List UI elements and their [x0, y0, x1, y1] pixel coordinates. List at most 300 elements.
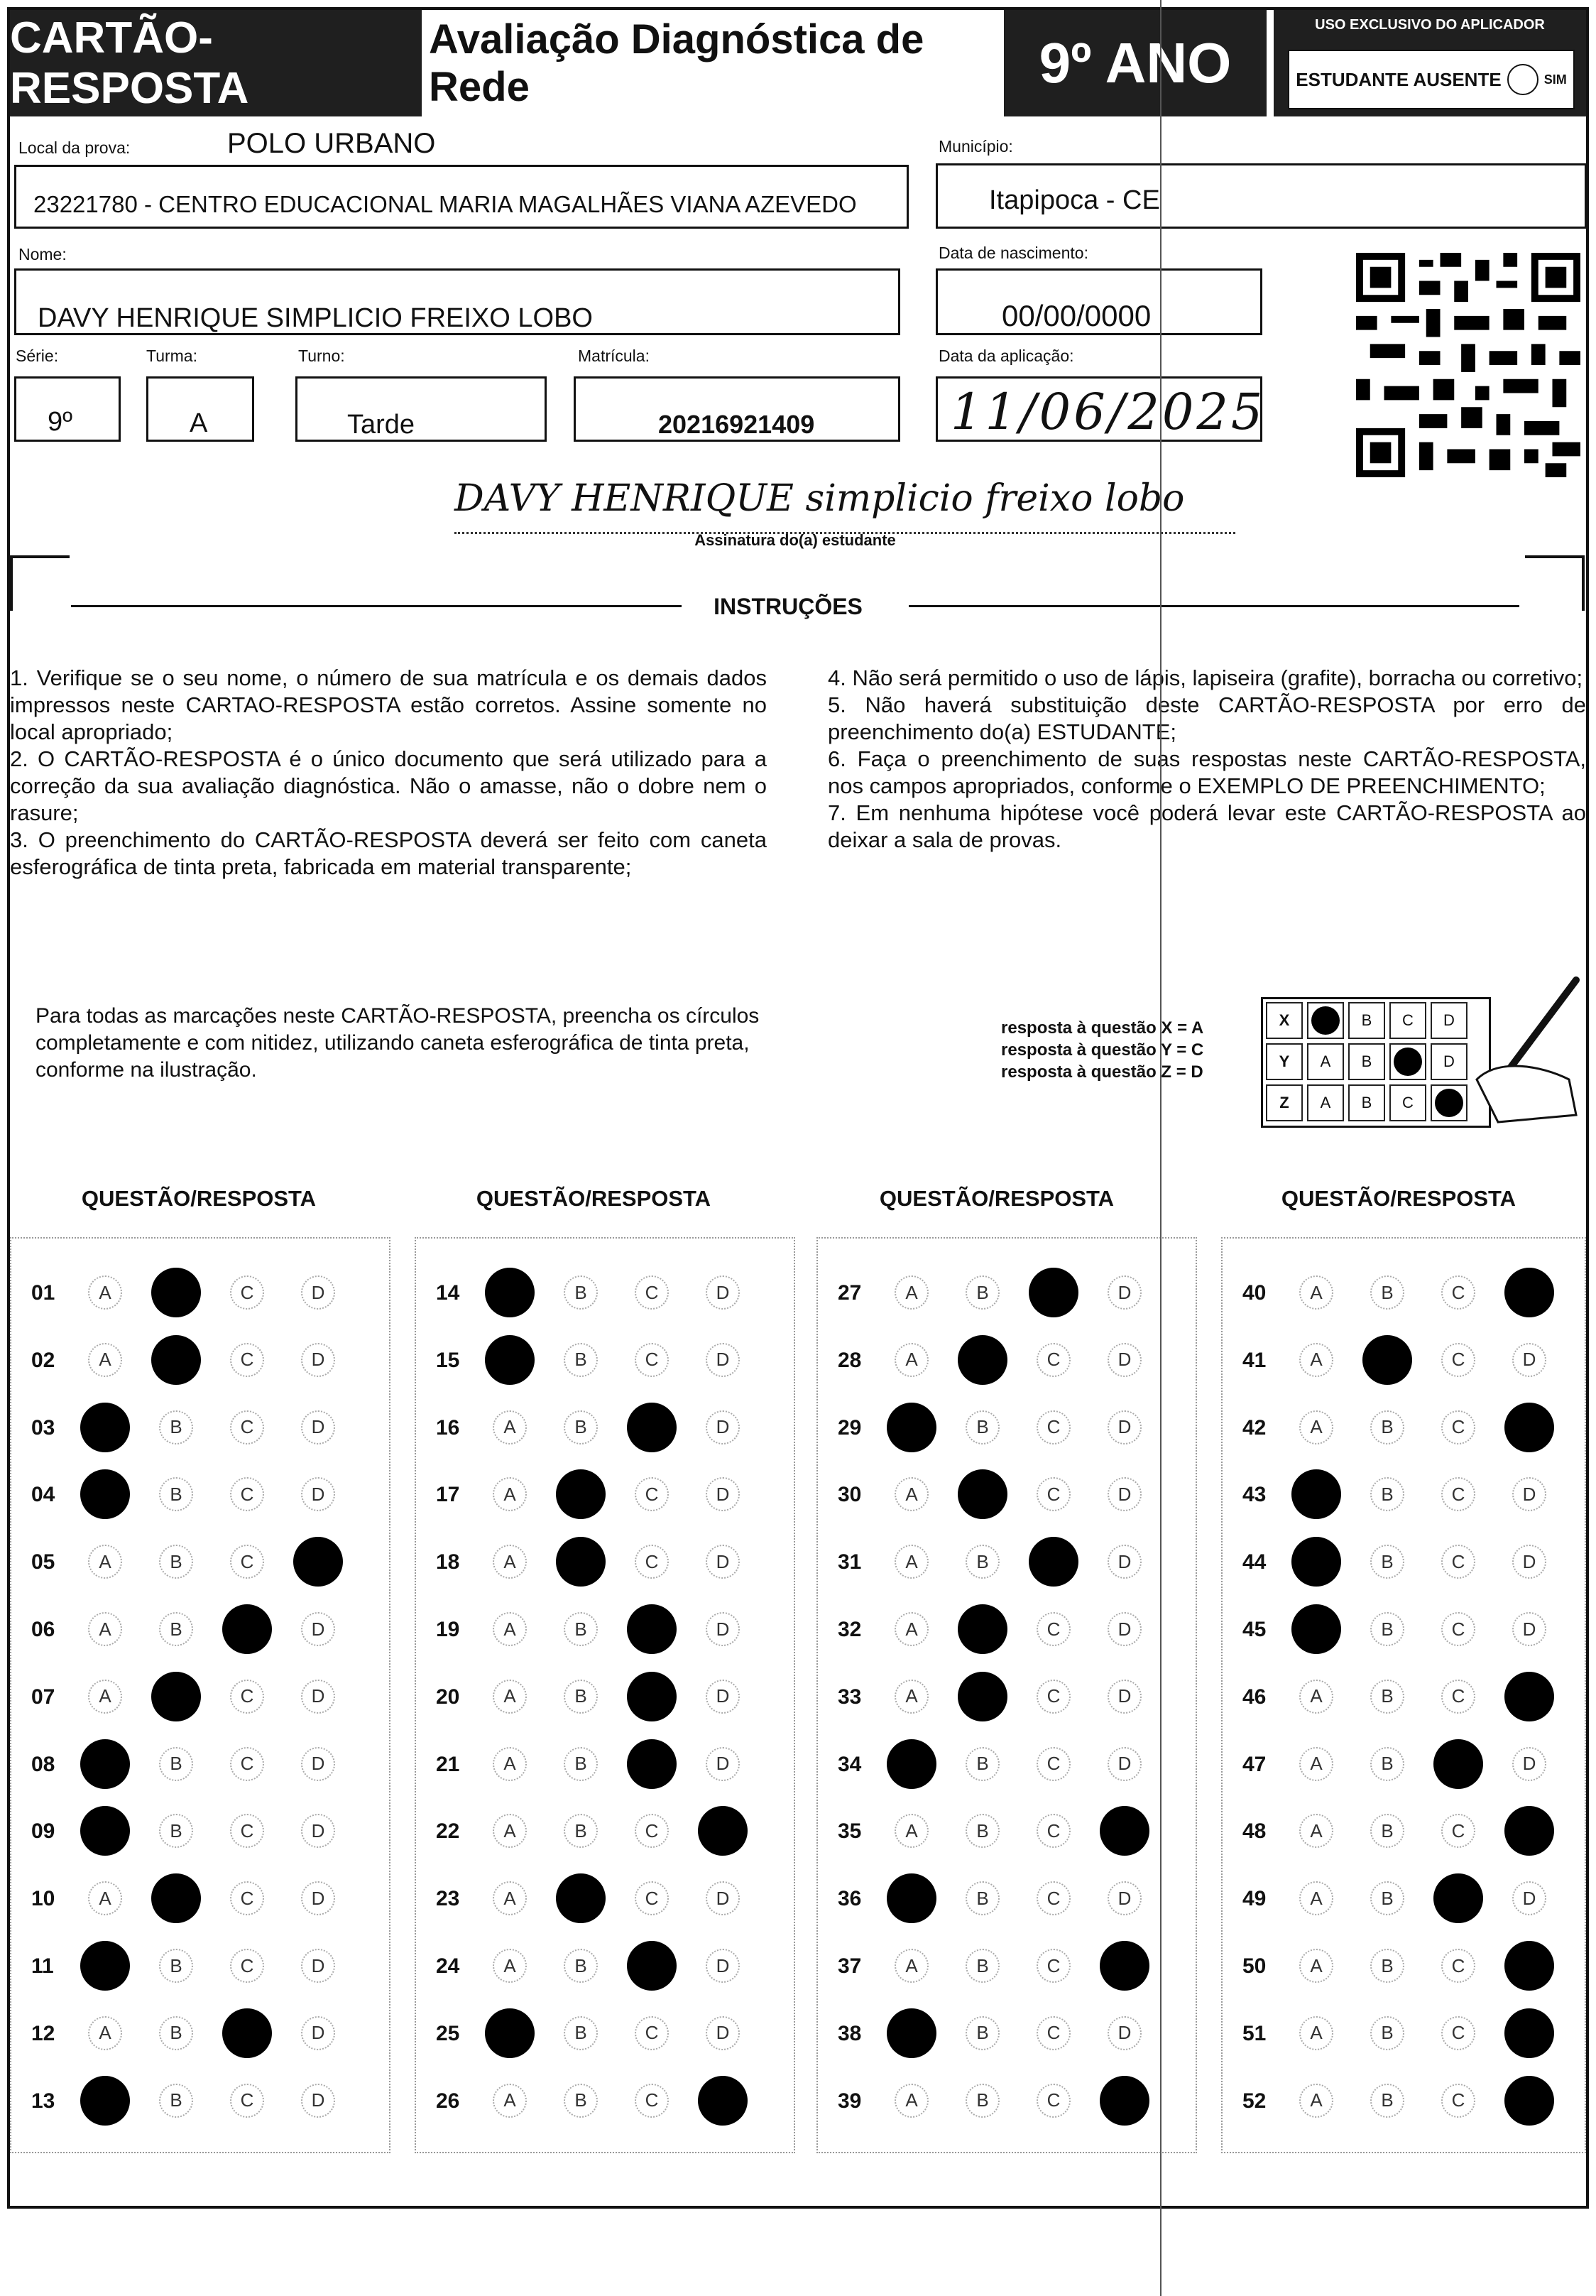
answer-bubble-c[interactable]: C	[1441, 1680, 1475, 1714]
answer-bubble-a[interactable]: A	[493, 1477, 527, 1511]
answer-bubble-a[interactable]: A	[493, 1680, 527, 1714]
question-number: 37	[838, 1954, 862, 1978]
answer-bubble-b[interactable]: B	[1370, 2084, 1404, 2118]
answer-bubble-d[interactable]: D	[1512, 1545, 1546, 1579]
answer-bubble-d[interactable]: D	[1512, 1881, 1546, 1915]
question-number: 33	[838, 1685, 862, 1709]
answer-bubble-d[interactable]: D	[706, 1343, 740, 1377]
answer-bubble-d[interactable]: D	[706, 1747, 740, 1781]
answer-bubble-b[interactable]	[151, 1873, 201, 1923]
answer-bubble-b[interactable]	[151, 1268, 201, 1317]
answer-bubble-b[interactable]: B	[159, 1545, 193, 1579]
answer-bubble-c[interactable]: C	[1037, 1814, 1071, 1848]
answer-bubble-a[interactable]	[80, 1403, 130, 1452]
answer-bubble-d[interactable]: D	[706, 1410, 740, 1444]
answer-bubble-a[interactable]	[80, 1469, 130, 1519]
answer-bubble-a[interactable]: A	[895, 1814, 929, 1848]
answer-bubble-b[interactable]: B	[1370, 1680, 1404, 1714]
answer-bubble-a[interactable]: A	[1299, 2084, 1333, 2118]
matricula-field	[574, 376, 900, 442]
answer-bubble-c[interactable]: C	[230, 1275, 264, 1310]
question-number: 07	[31, 1685, 55, 1709]
instructions-title: INSTRUÇÕES	[714, 594, 863, 619]
signature-text: DAVY HENRIQUE simplicio freixo lobo	[454, 477, 1185, 520]
answer-row	[1223, 1402, 1585, 1452]
answer-bubble-a[interactable]: A	[1299, 1680, 1333, 1714]
name-field	[14, 268, 900, 335]
answer-bubble-a[interactable]: A	[88, 1612, 122, 1646]
answer-bubble-d[interactable]: D	[706, 2016, 740, 2050]
answer-bubble-a[interactable]: A	[88, 2016, 122, 2050]
answer-bubble-a[interactable]	[485, 2008, 535, 2058]
answer-bubble-d[interactable]: D	[301, 1747, 335, 1781]
absent-box	[1288, 50, 1575, 109]
absent-bubble[interactable]	[1507, 64, 1538, 95]
answer-row	[11, 1267, 389, 1317]
answer-bubble-a[interactable]	[887, 2008, 936, 2058]
answer-bubble-b[interactable]: B	[1370, 2016, 1404, 2050]
answer-bubble-b[interactable]: B	[966, 2016, 1000, 2050]
answer-bubble-b[interactable]	[556, 1873, 606, 1923]
answer-bubble-d[interactable]: D	[301, 1477, 335, 1511]
answer-bubble-d[interactable]: D	[1108, 1410, 1142, 1444]
answer-bubble-b[interactable]	[958, 1335, 1007, 1385]
turma-label: Turma:	[146, 347, 197, 365]
answer-bubble-b[interactable]: B	[1370, 1275, 1404, 1310]
answer-bubble-c[interactable]	[627, 1403, 677, 1452]
answer-bubble-a[interactable]: A	[1299, 1814, 1333, 1848]
answer-bubble-b[interactable]	[556, 1537, 606, 1587]
answer-bubble-a[interactable]: A	[493, 1410, 527, 1444]
answer-bubble-c[interactable]: C	[1037, 1680, 1071, 1714]
answer-bubble-d[interactable]: D	[706, 1612, 740, 1646]
answer-bubble-a[interactable]: A	[895, 1949, 929, 1983]
answer-bubble-b[interactable]: B	[159, 1747, 193, 1781]
qr-code-graphic	[1355, 253, 1582, 477]
answer-bubble-a[interactable]	[887, 1873, 936, 1923]
answer-bubble-a[interactable]	[485, 1335, 535, 1385]
answer-row	[11, 2075, 389, 2125]
answer-bubble-a[interactable]: A	[895, 1343, 929, 1377]
answer-bubble-c[interactable]: C	[1037, 1747, 1071, 1781]
answer-bubble-c[interactable]: C	[635, 2084, 669, 2118]
instructions-right: 4. Não será permitido o uso de lápis, lapiseira (grafite), borracha ou corretivo; 5. Não haverá substituição deste CARTÃO-RESPOSTA por erro de preenchimento do(a) ESTUDANTE; 6. Faça o preenchimento de suas respostas neste CARTÃO-RESPOSTA, nos campos apropriados, conforme o EXEMPLO DE PREENCHIMENTO; 7. Em nenhuma hipótese você poderá levar este CARTÃO-RESPOSTA ao deixar a sala de provas.	[828, 665, 1586, 852]
answer-bubble-d[interactable]: D	[706, 1881, 740, 1915]
answer-row	[818, 1671, 1196, 1721]
answer-bubble-b[interactable]	[958, 1469, 1007, 1519]
answer-bubble-a[interactable]: A	[895, 1612, 929, 1646]
answer-row	[11, 1604, 389, 1653]
question-number: 38	[838, 2021, 862, 2045]
answer-bubble-c[interactable]: C	[230, 1477, 264, 1511]
answer-bubble-d[interactable]	[1504, 1268, 1554, 1317]
answer-bubble-c[interactable]: C	[230, 1814, 264, 1848]
question-number: 24	[436, 1954, 460, 1978]
answer-bubble-d[interactable]: D	[301, 2016, 335, 2050]
answer-row	[11, 1805, 389, 1855]
answer-bubble-b[interactable]: B	[564, 2084, 598, 2118]
question-number: 40	[1242, 1281, 1267, 1305]
answer-bubble-c[interactable]: C	[1441, 1949, 1475, 1983]
exam-title	[429, 14, 997, 112]
example-line: resposta à questão X = A	[1001, 1018, 1204, 1038]
answer-row	[1223, 1536, 1585, 1586]
answer-bubble-c[interactable]: C	[1037, 1343, 1071, 1377]
answer-bubble-b[interactable]: B	[966, 1275, 1000, 1310]
answer-bubble-b[interactable]: B	[564, 1949, 598, 1983]
answer-bubble-d[interactable]: D	[1108, 1881, 1142, 1915]
answer-row	[1223, 1873, 1585, 1922]
answer-bubble-c[interactable]: C	[1441, 1545, 1475, 1579]
answer-bubble-b[interactable]: B	[966, 1410, 1000, 1444]
answer-row	[11, 1469, 389, 1518]
question-number: 49	[1242, 1887, 1267, 1911]
question-number: 46	[1242, 1685, 1267, 1709]
answer-bubble-d[interactable]	[1504, 2076, 1554, 2126]
answer-bubble-a[interactable]: A	[1299, 1881, 1333, 1915]
answer-row	[818, 1267, 1196, 1317]
answer-row	[1223, 2075, 1585, 2125]
answer-bubble-c[interactable]: C	[230, 1410, 264, 1444]
answer-bubble-a[interactable]: A	[1299, 1949, 1333, 1983]
answer-bubble-d[interactable]: D	[1108, 1275, 1142, 1310]
answer-bubble-c[interactable]: C	[1037, 2084, 1071, 2118]
instructions-rule-left	[71, 605, 682, 607]
answer-bubble-d[interactable]: D	[1512, 1477, 1546, 1511]
answer-bubble-b[interactable]: B	[966, 1949, 1000, 1983]
answer-row	[1223, 1805, 1585, 1855]
answer-bubble-b[interactable]	[151, 1672, 201, 1721]
qr-code	[1355, 253, 1582, 477]
answer-bubble-c[interactable]: C	[230, 1949, 264, 1983]
answer-bubble-a[interactable]: A	[1299, 1343, 1333, 1377]
question-number: 15	[436, 1348, 460, 1372]
answer-bubble-b[interactable]: B	[159, 1814, 193, 1848]
answer-bubble-a[interactable]: A	[493, 1949, 527, 1983]
answer-bubble-a[interactable]: A	[1299, 1747, 1333, 1781]
answer-bubble-c[interactable]: C	[635, 1545, 669, 1579]
answer-column-2	[415, 1237, 795, 2153]
answer-bubble-b[interactable]: B	[159, 1612, 193, 1646]
answer-bubble-c[interactable]: C	[1441, 2084, 1475, 2118]
local-value: POLO URBANO	[227, 128, 436, 159]
answer-bubble-d[interactable]	[1100, 2076, 1149, 2126]
answer-bubble-d[interactable]: D	[1108, 2016, 1142, 2050]
answer-bubble-b[interactable]: B	[564, 1612, 598, 1646]
answer-bubble-c[interactable]: C	[635, 2016, 669, 2050]
answer-bubble-c[interactable]: C	[635, 1275, 669, 1310]
answer-bubble-a[interactable]	[887, 1403, 936, 1452]
answer-bubble-b[interactable]	[556, 1469, 606, 1519]
answer-bubble-d[interactable]: D	[1108, 1545, 1142, 1579]
answer-bubble-c[interactable]: C	[230, 1747, 264, 1781]
example-line: resposta à questão Y = C	[1001, 1040, 1204, 1060]
answer-bubble-c[interactable]	[627, 1941, 677, 1991]
answer-bubble-a[interactable]: A	[88, 1680, 122, 1714]
answer-bubble-c[interactable]	[627, 1672, 677, 1721]
answer-bubble-d[interactable]	[1100, 1941, 1149, 1991]
answer-bubble-d[interactable]: D	[301, 1814, 335, 1848]
answer-bubble-c[interactable]	[1029, 1537, 1078, 1587]
answer-bubble-c[interactable]: C	[1441, 1612, 1475, 1646]
answer-bubble-a[interactable]: A	[895, 1275, 929, 1310]
answer-bubble-b[interactable]: B	[564, 1814, 598, 1848]
answer-bubble-b[interactable]: B	[1370, 1747, 1404, 1781]
answer-row	[416, 1402, 794, 1452]
answer-bubble-d[interactable]: D	[301, 1949, 335, 1983]
answer-bubble-b[interactable]: B	[159, 1949, 193, 1983]
answer-bubble-b[interactable]: B	[1370, 1477, 1404, 1511]
serie-label: Série:	[16, 347, 59, 365]
answer-bubble-a[interactable]: A	[493, 1545, 527, 1579]
answer-row	[11, 1873, 389, 1922]
question-number: 14	[436, 1281, 460, 1305]
answer-bubble-d[interactable]	[293, 1537, 343, 1587]
example-option-cell: B	[1348, 1084, 1385, 1121]
corner-bracket-left	[10, 555, 70, 611]
question-number: 42	[1242, 1415, 1267, 1440]
answer-column-3	[816, 1237, 1197, 2153]
answer-bubble-a[interactable]: A	[493, 1881, 527, 1915]
answer-bubble-a[interactable]	[1291, 1469, 1341, 1519]
question-number: 12	[31, 2021, 55, 2045]
answer-bubble-a[interactable]	[485, 1268, 535, 1317]
question-number: 27	[838, 1281, 862, 1305]
answer-bubble-b[interactable]: B	[1370, 1410, 1404, 1444]
answer-bubble-d[interactable]: D	[706, 1275, 740, 1310]
answer-bubble-b[interactable]: B	[159, 2084, 193, 2118]
answer-bubble-d[interactable]	[1504, 1806, 1554, 1856]
answer-bubble-d[interactable]	[698, 2076, 748, 2126]
answer-bubble-d[interactable]	[1504, 1672, 1554, 1721]
question-number: 08	[31, 1752, 55, 1776]
answer-bubble-b[interactable]: B	[159, 1410, 193, 1444]
answer-bubble-b[interactable]: B	[1370, 1814, 1404, 1848]
question-number: 02	[31, 1348, 55, 1372]
answer-bubble-c[interactable]: C	[230, 1343, 264, 1377]
answer-bubble-b[interactable]: B	[966, 2084, 1000, 2118]
answer-bubble-d[interactable]: D	[706, 1680, 740, 1714]
answer-row	[11, 1402, 389, 1452]
answer-bubble-b[interactable]: B	[1370, 1545, 1404, 1579]
answer-bubble-b[interactable]: B	[966, 1814, 1000, 1848]
absent-label: ESTUDANTE AUSENTE	[1296, 68, 1502, 90]
question-number: 03	[31, 1415, 55, 1440]
answer-bubble-a[interactable]: A	[88, 1545, 122, 1579]
answer-row	[818, 1469, 1196, 1518]
birth-value: 00/00/0000	[1002, 299, 1152, 332]
question-number: 52	[1242, 2089, 1267, 2113]
answer-row	[11, 2008, 389, 2057]
answer-bubble-d[interactable]	[698, 1806, 748, 1856]
example-option-cell: C	[1389, 1084, 1426, 1121]
instructions-left: 1. Verifique se o seu nome, o número de sua matrícula e os demais dados impressos neste CARTAO-RESPOSTA estão corretos. Assine somente no local apropriado; 2. O CARTÃO-RESPOSTA é o único documento que será utilizado para a correção da sua avaliação diagnóstica. Não o amasse, não o dobre nem o rasure; 3. O preenchimento do CARTÃO-RESPOSTA deverá ser feito com caneta esferográfica de tinta preta, fabricada em material transparente;	[10, 665, 767, 879]
answer-bubble-d[interactable]: D	[1512, 1343, 1546, 1377]
answer-bubble-c[interactable]	[1433, 1739, 1483, 1789]
answer-bubble-c[interactable]	[1433, 1873, 1483, 1923]
answer-row	[416, 1604, 794, 1653]
answer-bubble-a[interactable]: A	[1299, 1275, 1333, 1310]
answer-bubble-a[interactable]	[1291, 1604, 1341, 1654]
answer-bubble-c[interactable]	[222, 1604, 272, 1654]
answer-bubble-b[interactable]	[151, 1335, 201, 1385]
answer-bubble-b[interactable]	[1362, 1335, 1412, 1385]
answer-bubble-a[interactable]	[80, 2076, 130, 2126]
answer-bubble-b[interactable]: B	[564, 1275, 598, 1310]
question-number: 01	[31, 1281, 55, 1305]
answer-bubble-c[interactable]	[222, 2008, 272, 2058]
answer-bubble-c[interactable]: C	[1037, 1477, 1071, 1511]
answer-bubble-d[interactable]	[1504, 1941, 1554, 1991]
answer-row	[11, 1739, 389, 1788]
answer-bubble-b[interactable]: B	[564, 1747, 598, 1781]
answer-bubble-a[interactable]	[80, 1806, 130, 1856]
applicator-label: USO EXCLUSIVO DO APLICADOR	[1315, 17, 1545, 33]
answer-bubble-a[interactable]: A	[895, 1680, 929, 1714]
example-line: resposta à questão Z = D	[1001, 1062, 1203, 1082]
answer-bubble-c[interactable]: C	[230, 1881, 264, 1915]
answer-bubble-c[interactable]: C	[1037, 1612, 1071, 1646]
answer-bubble-c[interactable]: C	[635, 1477, 669, 1511]
answer-bubble-c[interactable]: C	[635, 1881, 669, 1915]
answer-bubble-d[interactable]: D	[301, 1410, 335, 1444]
answer-bubble-a[interactable]: A	[493, 1814, 527, 1848]
answer-bubble-a[interactable]	[887, 1739, 936, 1789]
answer-row	[416, 1334, 794, 1384]
example-legend	[1001, 1017, 1242, 1083]
answer-bubble-d[interactable]: D	[1108, 1612, 1142, 1646]
answer-bubble-a[interactable]: A	[895, 2084, 929, 2118]
question-number: 48	[1242, 1819, 1267, 1844]
answer-bubble-d[interactable]: D	[301, 1881, 335, 1915]
grade-badge	[1004, 10, 1267, 116]
answer-bubble-b[interactable]: B	[159, 2016, 193, 2050]
answer-bubble-d[interactable]: D	[1108, 1680, 1142, 1714]
answer-bubble-b[interactable]	[958, 1672, 1007, 1721]
answer-bubble-c[interactable]: C	[1441, 1410, 1475, 1444]
answer-bubble-c[interactable]: C	[230, 2084, 264, 2118]
answer-bubble-b[interactable]: B	[1370, 1612, 1404, 1646]
answer-bubble-b[interactable]: B	[564, 1343, 598, 1377]
answer-bubble-c[interactable]: C	[1441, 1477, 1475, 1511]
answer-bubble-a[interactable]: A	[895, 1545, 929, 1579]
answer-bubble-a[interactable]	[80, 1941, 130, 1991]
question-number: 32	[838, 1618, 862, 1641]
answer-bubble-b[interactable]: B	[564, 2016, 598, 2050]
answer-bubble-a[interactable]: A	[895, 1477, 929, 1511]
application-label: Data da aplicação:	[939, 347, 1074, 365]
answer-bubble-b[interactable]: B	[966, 1747, 1000, 1781]
answer-bubble-d[interactable]: D	[1108, 1343, 1142, 1377]
birth-field	[936, 268, 1262, 335]
answer-bubble-c[interactable]: C	[635, 1343, 669, 1377]
answer-bubble-c[interactable]	[627, 1604, 677, 1654]
answer-bubble-c[interactable]: C	[1441, 2016, 1475, 2050]
answer-column-4	[1221, 1237, 1586, 2153]
answer-bubble-c[interactable]: C	[1441, 1275, 1475, 1310]
question-number: 31	[838, 1550, 862, 1574]
answer-row	[818, 2008, 1196, 2057]
answer-bubble-b[interactable]: B	[966, 1881, 1000, 1915]
question-number: 21	[436, 1752, 460, 1776]
answer-bubble-b[interactable]: B	[966, 1545, 1000, 1579]
question-number: 44	[1242, 1550, 1267, 1574]
answer-bubble-d[interactable]: D	[706, 1477, 740, 1511]
serie-field	[14, 376, 121, 442]
answer-bubble-b[interactable]: B	[564, 1680, 598, 1714]
answer-bubble-c[interactable]	[1029, 1268, 1078, 1317]
answer-bubble-d[interactable]: D	[301, 1343, 335, 1377]
answer-bubble-a[interactable]: A	[493, 1612, 527, 1646]
example-option-cell: B	[1348, 1002, 1385, 1039]
answer-row	[416, 1940, 794, 1990]
answer-bubble-c[interactable]: C	[1037, 1949, 1071, 1983]
answer-bubble-d[interactable]	[1100, 1806, 1149, 1856]
turma-value: A	[190, 408, 208, 438]
answer-bubble-c[interactable]: C	[1037, 1881, 1071, 1915]
answer-bubble-a[interactable]: A	[1299, 2016, 1333, 2050]
answer-bubble-a[interactable]: A	[88, 1275, 122, 1310]
answer-bubble-c[interactable]: C	[1441, 1343, 1475, 1377]
answer-bubble-d[interactable]: D	[706, 1949, 740, 1983]
answer-bubble-d[interactable]: D	[1108, 1747, 1142, 1781]
answer-bubble-a[interactable]: A	[493, 2084, 527, 2118]
question-number: 05	[31, 1550, 55, 1574]
answer-bubble-d[interactable]: D	[301, 1275, 335, 1310]
matricula-value: 20216921409	[658, 410, 815, 439]
answer-bubble-b[interactable]: B	[1370, 1881, 1404, 1915]
answer-bubble-a[interactable]: A	[1299, 1410, 1333, 1444]
answer-bubble-a[interactable]: A	[88, 1343, 122, 1377]
answer-bubble-c[interactable]: C	[1037, 2016, 1071, 2050]
answer-bubble-a[interactable]: A	[493, 1747, 527, 1781]
answer-bubble-d[interactable]	[1504, 1403, 1554, 1452]
answer-bubble-d[interactable]	[1504, 2008, 1554, 2058]
answer-bubble-c[interactable]: C	[230, 1545, 264, 1579]
answer-bubble-a[interactable]	[1291, 1537, 1341, 1587]
answer-row	[416, 1671, 794, 1721]
example-filled-dot	[1394, 1048, 1422, 1076]
answer-bubble-b[interactable]: B	[159, 1477, 193, 1511]
answer-header: QUESTÃO/RESPOSTA	[879, 1186, 1115, 1211]
answer-column-1	[10, 1237, 390, 2153]
answer-bubble-d[interactable]: D	[301, 1612, 335, 1646]
answer-bubble-c[interactable]: C	[230, 1680, 264, 1714]
answer-row	[416, 1469, 794, 1518]
answer-row	[11, 1334, 389, 1384]
answer-bubble-d[interactable]: D	[1108, 1477, 1142, 1511]
answer-bubble-d[interactable]: D	[301, 1680, 335, 1714]
answer-bubble-c[interactable]: C	[1037, 1410, 1071, 1444]
answer-bubble-c[interactable]: C	[1441, 1814, 1475, 1848]
answer-bubble-b[interactable]	[958, 1604, 1007, 1654]
answer-bubble-d[interactable]: D	[1512, 1612, 1546, 1646]
answer-bubble-b[interactable]: B	[1370, 1949, 1404, 1983]
answer-bubble-d[interactable]: D	[706, 1545, 740, 1579]
example-option-cell	[1389, 1043, 1426, 1080]
answer-bubble-a[interactable]	[80, 1739, 130, 1789]
question-number: 22	[436, 1819, 460, 1844]
serie-value: 9º	[48, 407, 73, 437]
birth-label: Data de nascimento:	[939, 244, 1088, 262]
answer-bubble-a[interactable]: A	[88, 1881, 122, 1915]
question-number: 11	[31, 1954, 54, 1978]
answer-bubble-c[interactable]: C	[635, 1814, 669, 1848]
answer-bubble-b[interactable]: B	[564, 1410, 598, 1444]
answer-bubble-c[interactable]	[627, 1739, 677, 1789]
answer-bubble-d[interactable]: D	[1512, 1747, 1546, 1781]
answer-bubble-d[interactable]: D	[301, 2084, 335, 2118]
